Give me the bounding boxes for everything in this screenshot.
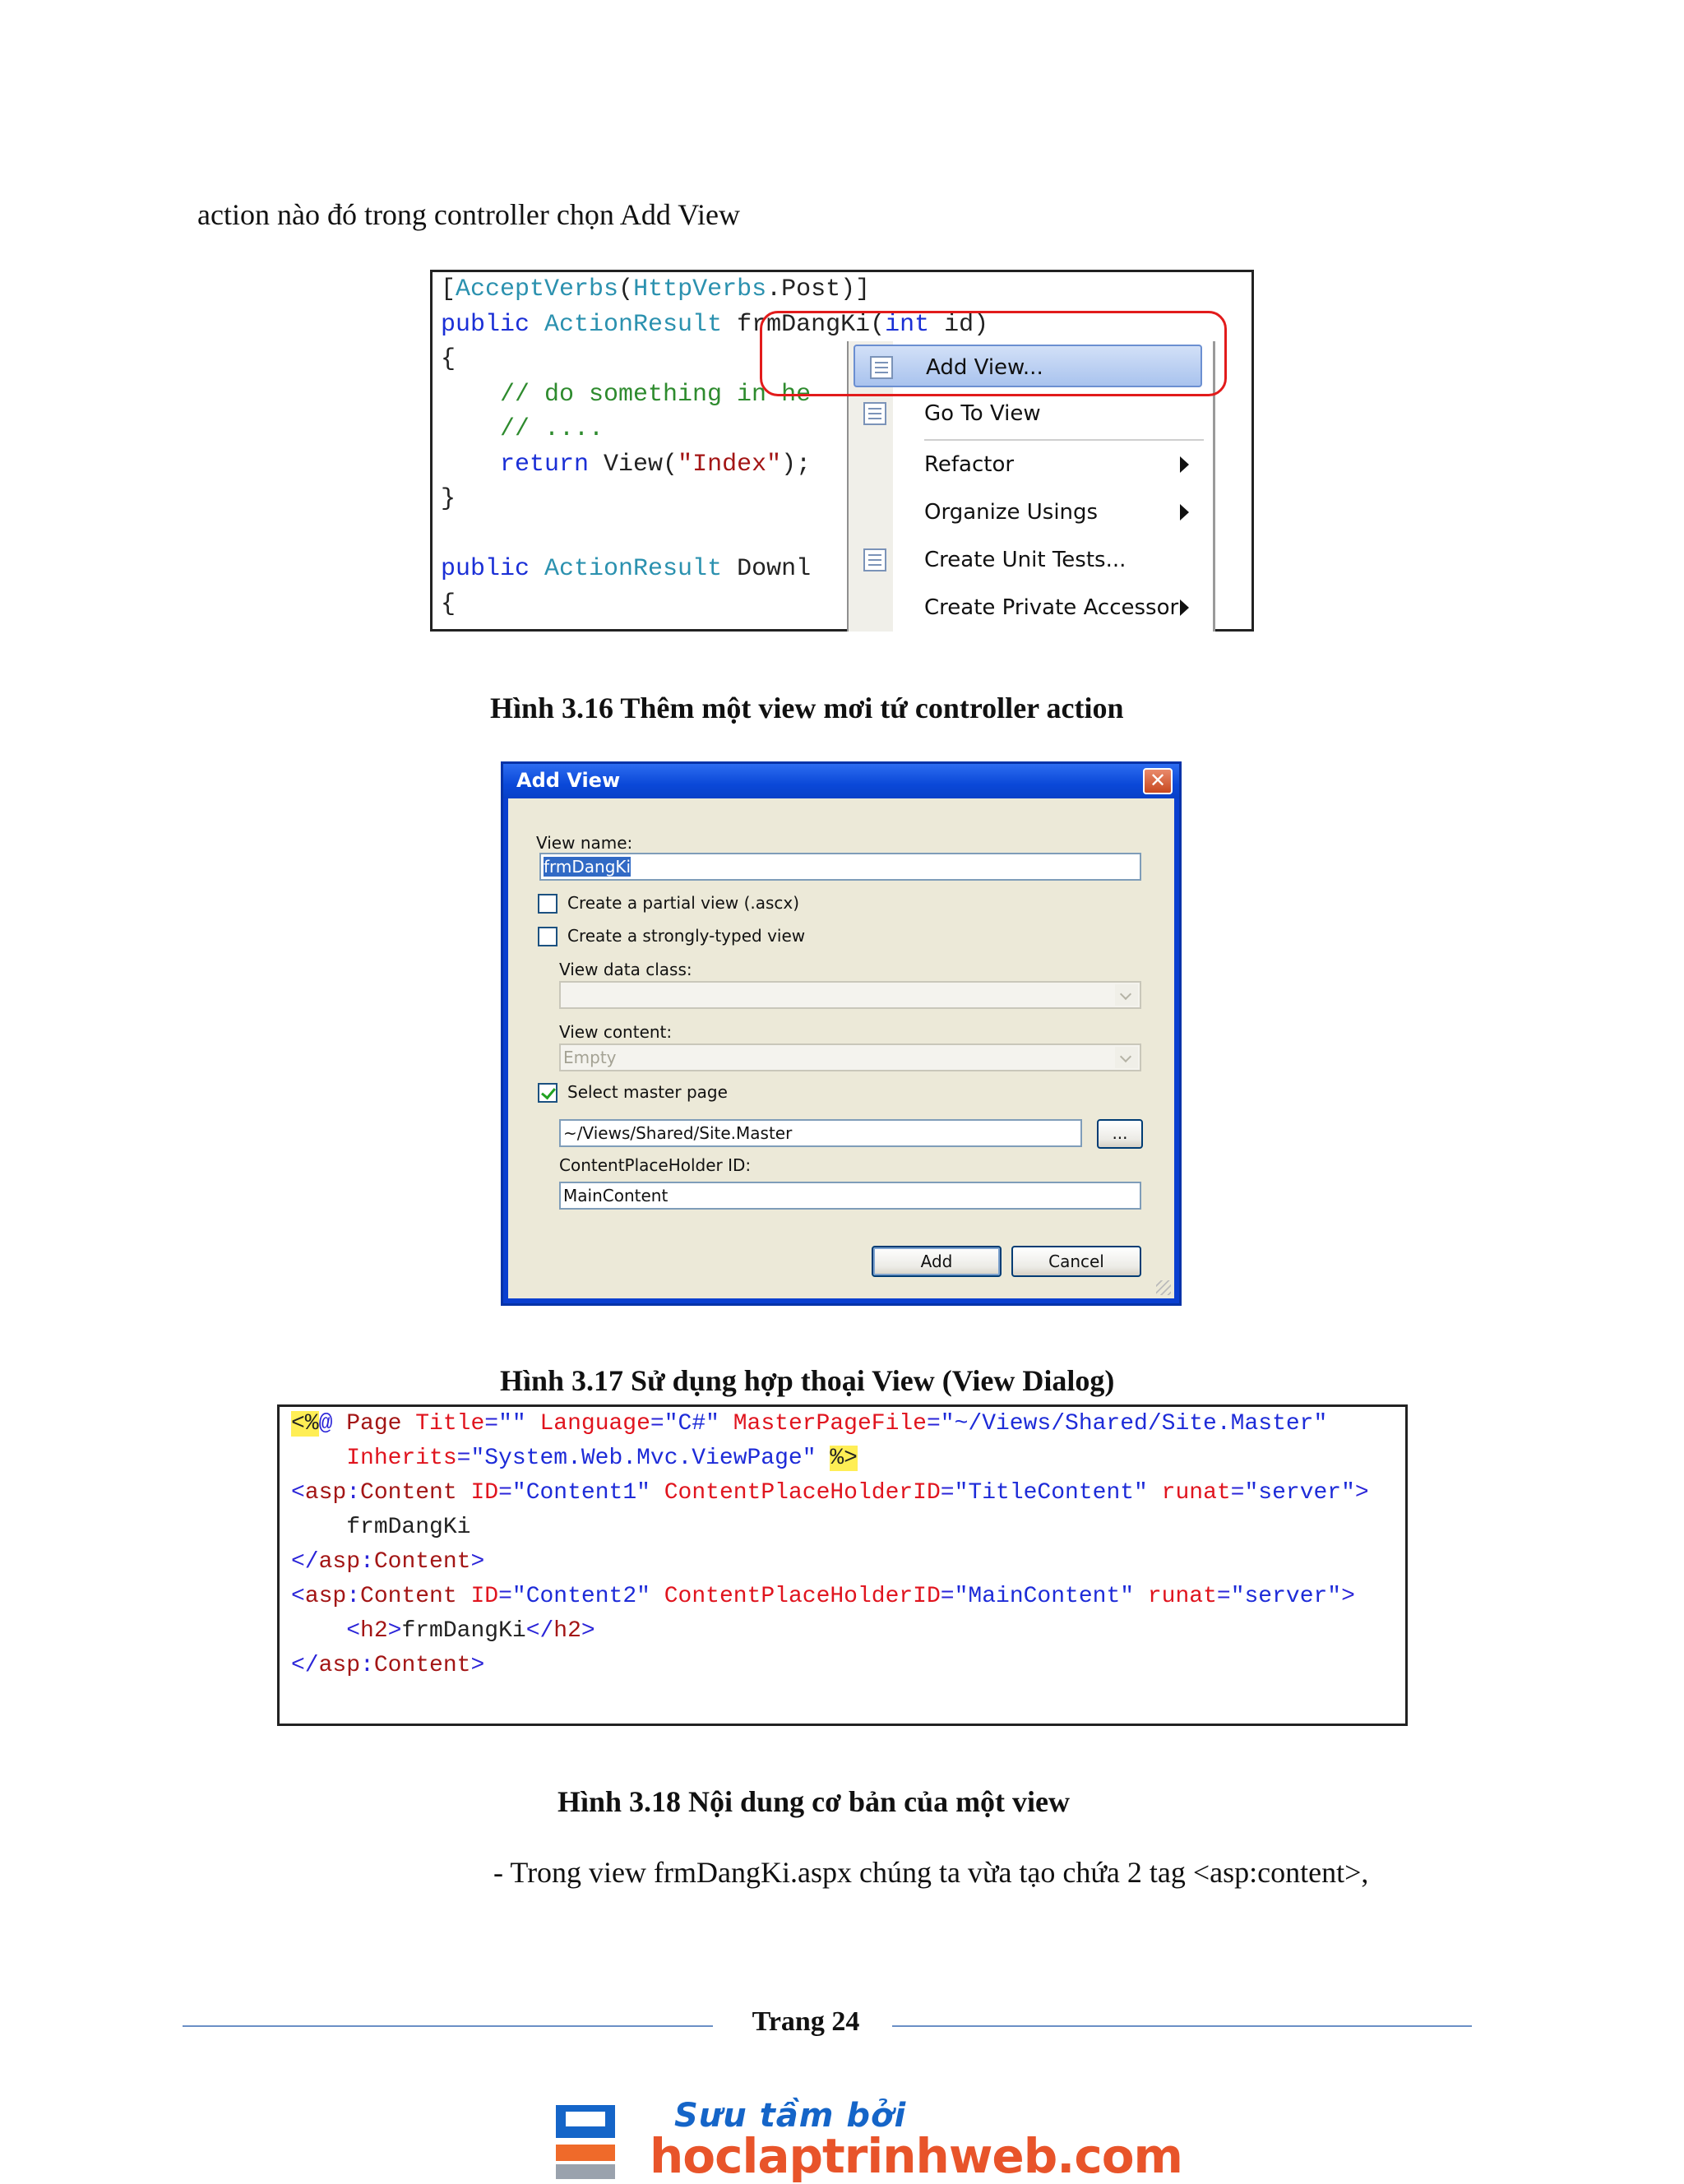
strongly-typed-label: Create a strongly-typed view (567, 926, 806, 946)
view-name-value: frmDangKi (544, 857, 632, 877)
code-token: ID (470, 1480, 499, 1506)
code-token: ActionResult (544, 555, 738, 583)
footer-rule-left (183, 2025, 713, 2027)
view-content-select[interactable] (559, 1043, 1141, 1071)
content-placeholder-input[interactable]: MainContent (559, 1182, 1141, 1210)
controller-code-line-7 (441, 482, 456, 516)
code-token: asp (304, 1480, 347, 1506)
cancel-button[interactable]: Cancel (1011, 1246, 1141, 1277)
unit-tests-icon (863, 548, 886, 571)
view-data-class-select[interactable] (559, 981, 1141, 1009)
partial-view-checkbox[interactable] (538, 894, 557, 914)
figure-3-18-code-box (277, 1404, 1408, 1726)
code-token: "TitleContent" (954, 1480, 1162, 1506)
add-view-dialog (501, 761, 1182, 1306)
code-token: [ (441, 275, 456, 303)
figure-3-16-caption: Hình 3.16 Thêm một view mơi tứ controller action (490, 692, 1124, 724)
controller-code-line-3 (441, 342, 456, 377)
menu-item-organize-usings[interactable] (849, 491, 1210, 534)
aspx-code-line-1 (291, 1407, 1327, 1441)
select-master-page-checkbox[interactable] (538, 1083, 557, 1103)
code-token: frmDangKi (401, 1618, 526, 1644)
code-token: = (456, 1446, 471, 1471)
aspx-code-line-5 (291, 1545, 484, 1580)
code-token: AcceptVerbs (456, 275, 619, 303)
go-to-view-icon (863, 402, 886, 425)
code-token: ContentPlaceHolderID (664, 1480, 941, 1506)
browse-button[interactable]: ... (1097, 1119, 1143, 1149)
code-token: Page (346, 1411, 416, 1437)
code-token: "~/Views/Shared/Site.Master" (940, 1411, 1328, 1437)
menu-item-refactor[interactable] (849, 443, 1210, 486)
code-token: frmDangKi (291, 1515, 471, 1540)
code-token: HttpVerbs (633, 275, 767, 303)
code-token: <% (291, 1411, 319, 1437)
code-token: } (441, 485, 456, 513)
intro-paragraph: action nào đó trong controller chọn Add View (197, 198, 741, 231)
resize-grip[interactable] (1156, 1280, 1171, 1295)
code-token: </ (525, 1618, 554, 1644)
code-token: "Index" (678, 450, 782, 479)
code-token: Inherits (346, 1446, 457, 1471)
logo-tagline: Sưu tầm bởi (674, 2097, 907, 2135)
aspx-code-line-3 (291, 1476, 1369, 1511)
code-token (291, 1446, 346, 1471)
code-token: Content (360, 1584, 471, 1609)
code-token: ContentPlaceHolderID (664, 1584, 941, 1609)
menu-item-label: Create Private Accessor (924, 595, 1179, 620)
chevron-down-icon (1115, 1047, 1138, 1068)
view-content-label: View content: (559, 1022, 673, 1042)
code-token: : (360, 1653, 374, 1678)
footer-rule-right (892, 2025, 1472, 2027)
view-data-class-label: View data class: (559, 960, 692, 979)
menu-separator (924, 439, 1204, 441)
view-name-input[interactable] (539, 853, 1141, 881)
code-token: ID (470, 1584, 499, 1609)
controller-code-line-10 (441, 587, 456, 622)
code-token (291, 1618, 346, 1644)
menu-item-label: Add View... (926, 355, 1043, 380)
code-token: = (498, 1584, 512, 1609)
code-token: @ (318, 1411, 347, 1437)
code-token: "C#" (664, 1411, 733, 1437)
code-token: "server" (1244, 1480, 1355, 1506)
code-token: id) (944, 310, 989, 339)
menu-item-create-unit-tests[interactable] (849, 539, 1210, 581)
code-token: = (484, 1411, 499, 1437)
controller-code-line-5 (441, 412, 604, 447)
aspx-code-line-7 (291, 1614, 595, 1649)
select-master-page-label: Select master page (567, 1082, 728, 1102)
code-token: asp (318, 1653, 361, 1678)
code-token: > (1354, 1480, 1369, 1506)
controller-code-line-4 (441, 377, 811, 412)
logo-domain: hoclaptrinhweb.com (650, 2128, 1182, 2184)
code-token: { (441, 590, 456, 618)
code-token: View( (604, 450, 678, 479)
code-token: </ (291, 1549, 319, 1575)
code-token: > (470, 1653, 485, 1678)
code-token: = (650, 1411, 664, 1437)
code-token: asp (304, 1584, 347, 1609)
controller-code-line-1 (441, 272, 870, 307)
code-token: public (441, 555, 545, 583)
code-token: = (1216, 1584, 1231, 1609)
code-token: frmDangKi( (737, 310, 886, 339)
code-token: "server" (1230, 1584, 1342, 1609)
code-token: : (346, 1480, 361, 1506)
page-number: Trang 24 (752, 2006, 860, 2037)
code-token: </ (291, 1653, 319, 1678)
code-token: < (291, 1480, 305, 1506)
aspx-code-line-6 (291, 1580, 1355, 1614)
controller-code-line-6 (441, 447, 811, 482)
code-token: h2 (553, 1618, 581, 1644)
code-token: < (346, 1618, 361, 1644)
code-token: > (1341, 1584, 1355, 1609)
code-token (441, 451, 500, 479)
menu-item-label: Refactor (924, 452, 1015, 477)
code-token: { (441, 345, 456, 373)
code-token: Content (373, 1653, 471, 1678)
menu-item-go-to-view[interactable] (849, 392, 1210, 435)
menu-item-label: Go To View (924, 401, 1041, 426)
code-token: // .... (441, 415, 604, 443)
code-token: runat (1147, 1584, 1217, 1609)
figure-3-18-caption: Hình 3.18 Nội dung cơ bản của một view (557, 1785, 1071, 1818)
code-token: = (940, 1584, 955, 1609)
menu-item-label: Create Unit Tests... (924, 548, 1127, 572)
submenu-arrow-icon (1180, 599, 1189, 616)
code-token: "Content1" (511, 1480, 664, 1506)
code-token: asp (318, 1549, 361, 1575)
close-button[interactable]: ✕ (1143, 768, 1173, 794)
body-paragraph: - Trong view frmDangKi.aspx chúng ta vừa tạo chứa 2 tag <asp:content>, (493, 1856, 1369, 1889)
aspx-code-line-2 (291, 1441, 858, 1476)
code-token: MasterPageFile (733, 1411, 927, 1437)
highlight-circle (760, 311, 1227, 396)
code-token: Content (373, 1549, 471, 1575)
code-token: return (500, 450, 604, 479)
code-token: "System.Web.Mvc.ViewPage" (470, 1446, 830, 1471)
dialog-title: Add View (516, 769, 621, 792)
code-token: : (346, 1584, 361, 1609)
figure-3-17-caption: Hình 3.17 Sử dụng hợp thoại View (View Dialog) (500, 1364, 1115, 1397)
menu-item-create-private-accessor[interactable] (849, 586, 1210, 629)
add-button[interactable]: Add (872, 1246, 1002, 1277)
code-token: Content (360, 1480, 471, 1506)
master-page-input[interactable]: ~/Views/Shared/Site.Master (559, 1119, 1082, 1147)
code-token: = (926, 1411, 941, 1437)
code-token: int (885, 310, 945, 339)
code-token: Language (539, 1411, 650, 1437)
code-token: : (360, 1549, 374, 1575)
controller-code-line-9 (441, 552, 811, 586)
code-token: ); (781, 450, 812, 479)
code-token: < (291, 1584, 305, 1609)
code-token: // do something in he (441, 380, 812, 409)
code-token: "MainContent" (954, 1584, 1148, 1609)
strongly-typed-checkbox[interactable] (538, 927, 557, 946)
code-token: Downl (737, 555, 812, 583)
code-token: h2 (360, 1618, 388, 1644)
code-token: > (581, 1618, 595, 1644)
menu-item-label: Organize Usings (924, 500, 1099, 525)
code-token: "" (498, 1411, 540, 1437)
code-token: = (940, 1480, 955, 1506)
code-token: ActionResult (544, 310, 738, 339)
code-token: %> (830, 1446, 858, 1471)
chevron-down-icon (1115, 984, 1138, 1006)
code-token: = (1230, 1480, 1245, 1506)
code-token: = (498, 1480, 512, 1506)
view-content-value: Empty (563, 1048, 617, 1067)
code-token: .Post)] (766, 275, 871, 303)
aspx-code-line-8 (291, 1649, 484, 1683)
submenu-arrow-icon (1180, 504, 1189, 521)
code-token: Title (415, 1411, 485, 1437)
partial-view-label: Create a partial view (.ascx) (567, 893, 800, 913)
site-logo-icon (556, 2098, 632, 2179)
view-name-label: View name: (536, 833, 633, 853)
dialog-titlebar[interactable] (503, 764, 1179, 798)
dialog-body (508, 798, 1174, 1298)
code-token: > (470, 1549, 485, 1575)
code-token: ( (618, 275, 634, 303)
aspx-code-line-4 (291, 1511, 470, 1545)
submenu-arrow-icon (1180, 456, 1189, 473)
code-token: "Content2" (511, 1584, 664, 1609)
code-token: > (387, 1618, 402, 1644)
content-placeholder-label: ContentPlaceHolder ID: (559, 1155, 752, 1175)
code-token: runat (1161, 1480, 1231, 1506)
code-token: public (441, 310, 545, 339)
